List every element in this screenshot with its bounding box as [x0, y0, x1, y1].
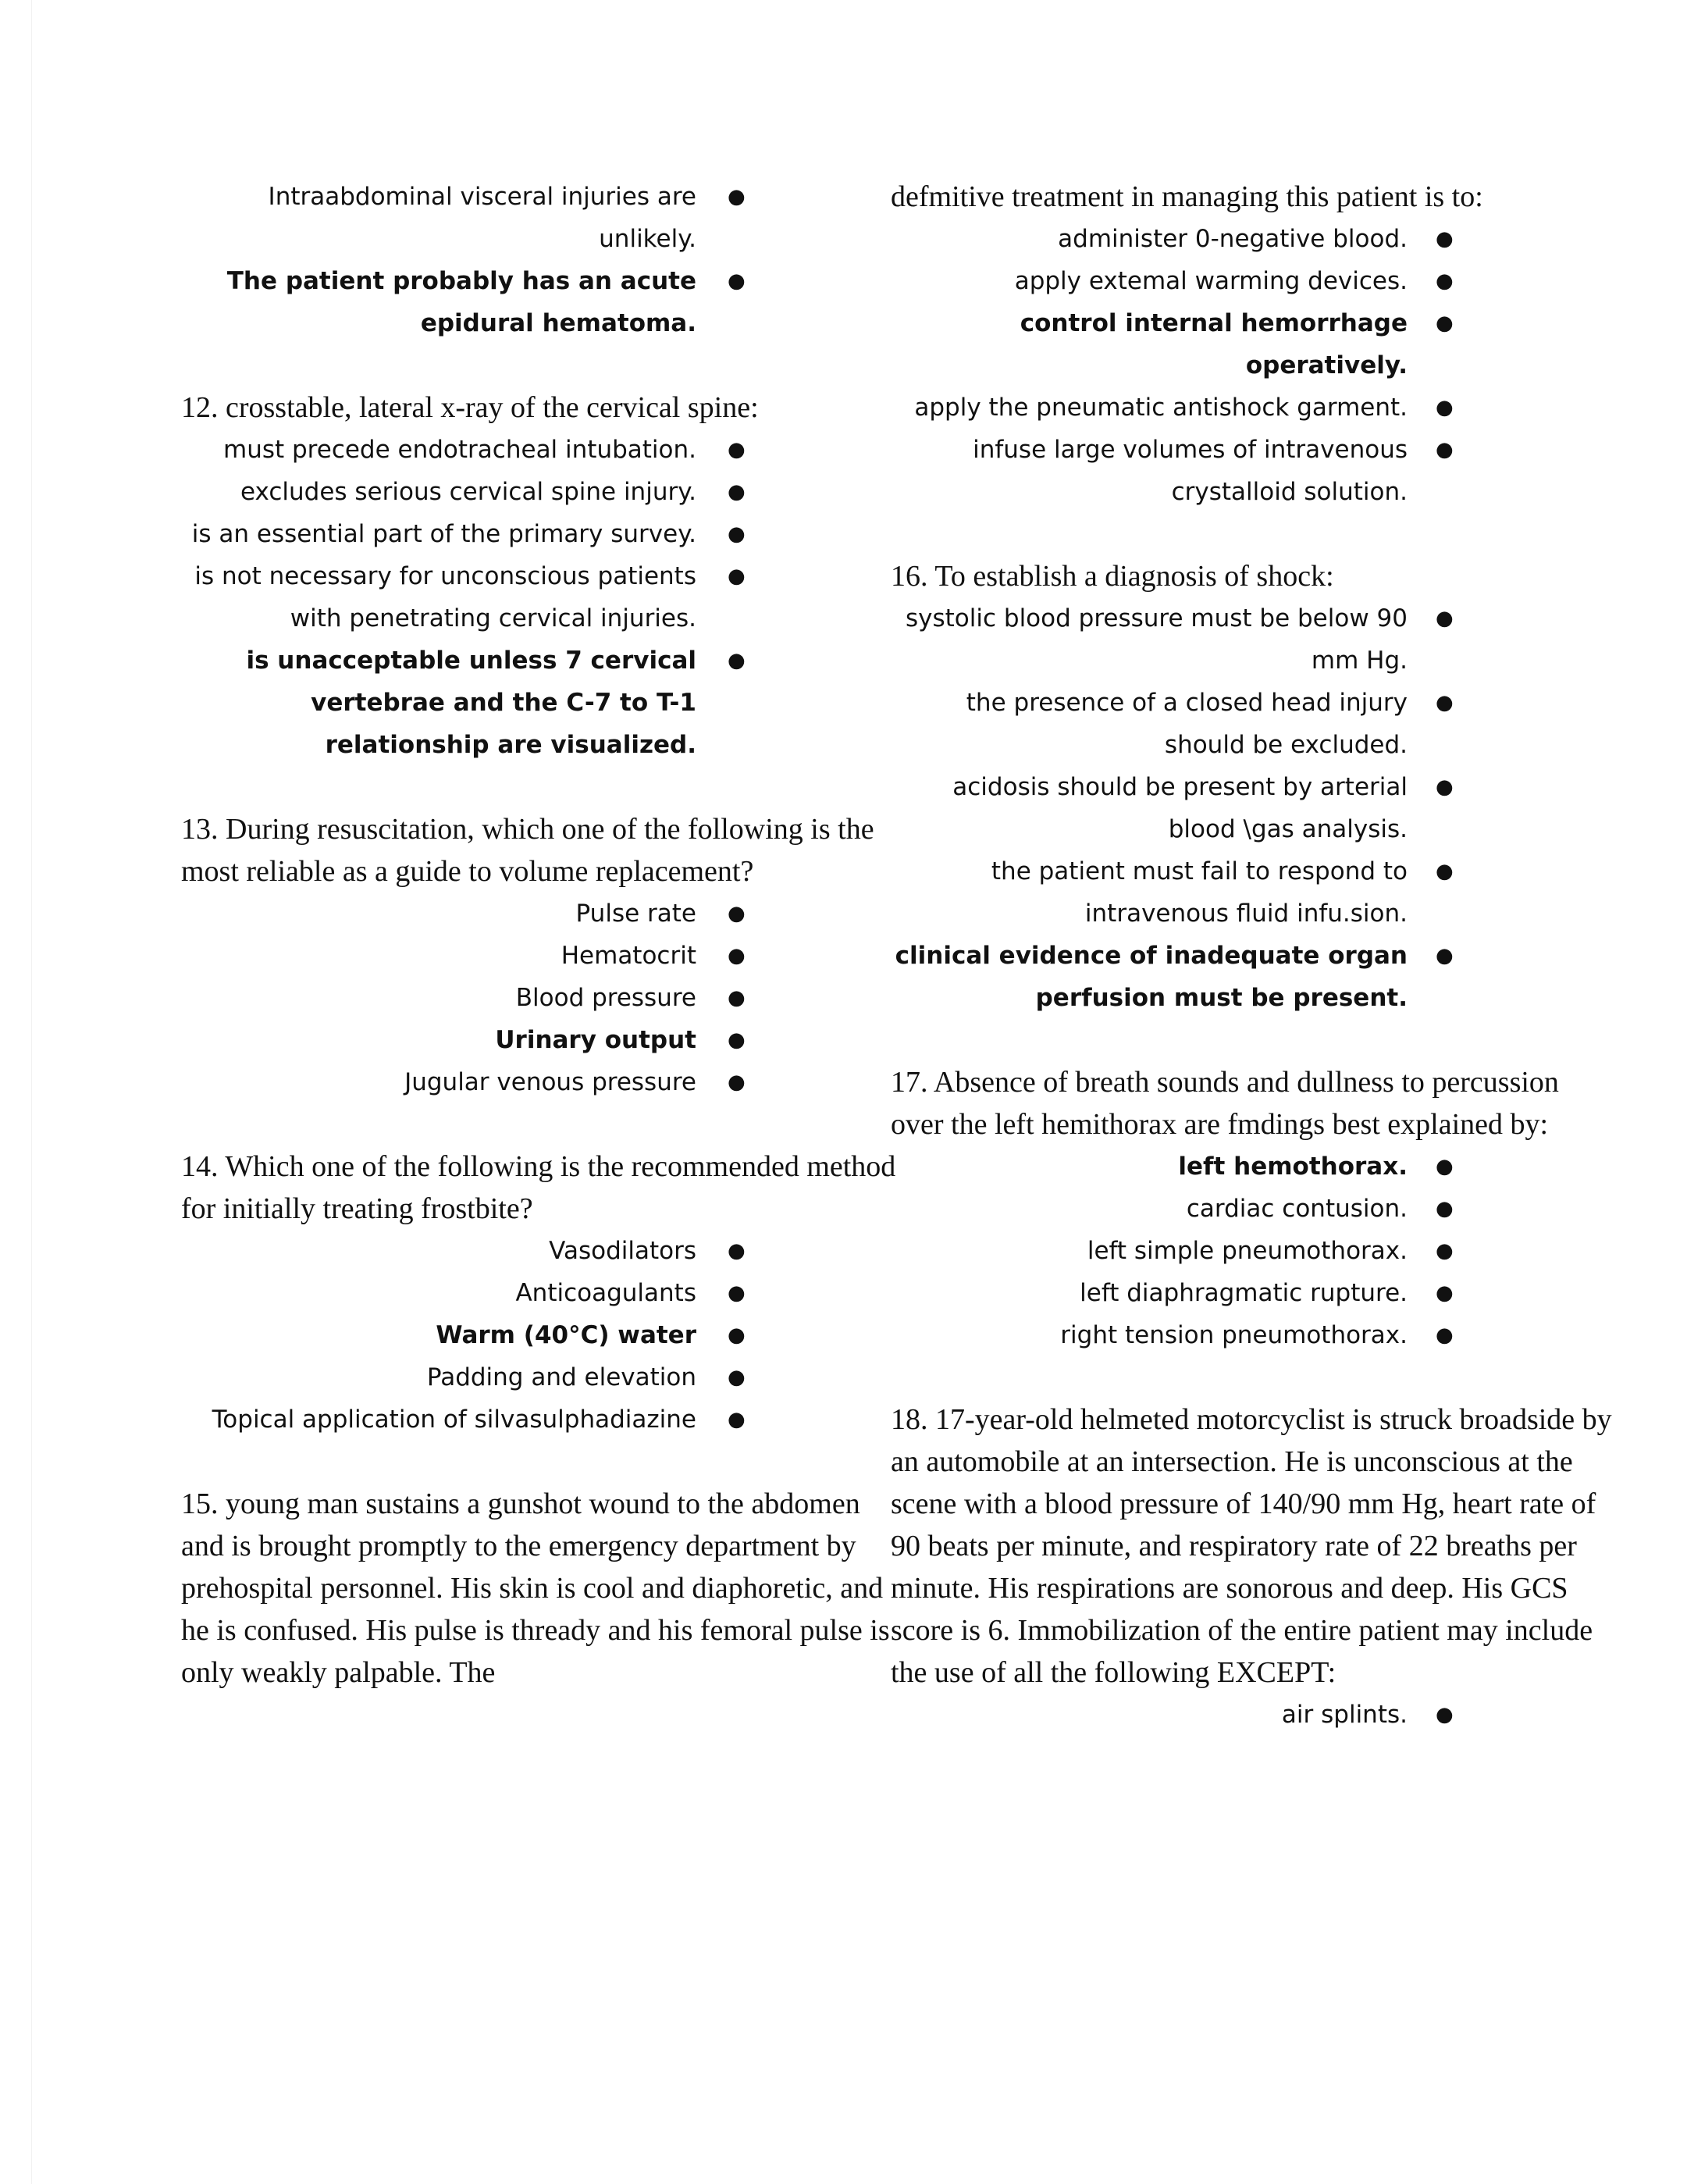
option-text: must precede endotracheal intubation. [223, 436, 696, 464]
option-text: Blood pressure [515, 984, 696, 1012]
option-text: Hematocrit [561, 942, 696, 970]
question-17-stem: 17. Absence of breath sounds and dullness to percussion over the left hemithorax are fmdings best explained by: [891, 1066, 1559, 1141]
bullet-icon: ● [1436, 691, 1454, 714]
option-text: administer 0-negative blood. [1058, 225, 1408, 253]
question-15-stem: 15. young man sustains a gunshot wound to the abdomen and is brought promptly to the emergency department by prehospital personnel. His skin is cool and diaphoretic, and he is confused. His pulse is thready and his femoral pulse is only weakly palpable. The [181, 1487, 890, 1689]
option-text: is unacceptable unless 7 cervical vertebrae and the C-7 to T-1 relationship are visualized. [246, 647, 696, 759]
option-text: right tension pneumothorax. [1060, 1321, 1408, 1349]
spacer [891, 513, 1617, 555]
option-item[interactable] [181, 1230, 746, 1272]
option-item[interactable] [181, 471, 746, 513]
bullet-icon: ● [728, 649, 746, 672]
option-item[interactable] [181, 513, 746, 555]
option-text: is not necessary for unconscious patients with penetrating cervical injuries. [194, 562, 696, 632]
bullet-icon: ● [728, 944, 746, 967]
right-column [891, 176, 1617, 1736]
spacer [891, 1356, 1617, 1398]
bullet-icon: ● [1436, 227, 1454, 251]
bullet-icon: ● [1436, 607, 1454, 630]
option-item-correct[interactable] [181, 1314, 746, 1356]
bullet-icon: ● [1436, 1197, 1454, 1220]
spacer [181, 1441, 907, 1483]
bullet-icon: ● [728, 522, 746, 546]
option-item[interactable] [891, 429, 1454, 513]
bullet-icon: ● [728, 1028, 746, 1052]
bullet-icon: ● [728, 1239, 746, 1263]
bullet-icon: ● [1436, 1281, 1454, 1305]
bullet-icon: ● [1436, 269, 1454, 293]
bullet-icon: ● [1436, 312, 1454, 335]
bullet-icon: ● [728, 1324, 746, 1347]
option-item[interactable] [181, 1398, 746, 1441]
option-item[interactable] [891, 1272, 1454, 1314]
q18-options [891, 1694, 1617, 1736]
option-item-correct[interactable] [891, 1145, 1454, 1188]
bullet-icon: ● [728, 269, 746, 293]
option-text: left diaphragmatic rupture. [1080, 1279, 1408, 1307]
option-text: systolic blood pressure must be below 90 mm Hg. [906, 604, 1408, 675]
bullet-icon: ● [1436, 944, 1454, 967]
option-item[interactable] [891, 597, 1454, 682]
option-item[interactable] [891, 682, 1454, 766]
option-text: excludes serious cervical spine injury. [240, 478, 696, 506]
option-item[interactable] [181, 977, 746, 1019]
option-item[interactable] [891, 260, 1454, 302]
bullet-icon: ● [1436, 396, 1454, 419]
q16-options [891, 597, 1617, 1019]
option-item[interactable] [891, 766, 1454, 850]
option-item[interactable] [181, 1272, 746, 1314]
spacer [181, 344, 907, 387]
bullet-icon: ● [728, 185, 746, 208]
option-item-correct[interactable] [181, 640, 746, 766]
option-text: Anticoagulants [515, 1279, 696, 1307]
option-text: Pulse rate [575, 900, 696, 928]
option-text: The patient probably has an acute epidural hematoma. [226, 267, 696, 337]
option-text: Vasodilators [549, 1237, 696, 1265]
option-text: Intraabdominal visceral injuries are unlikely. [268, 183, 696, 253]
option-item[interactable] [891, 850, 1454, 935]
bullet-icon: ● [728, 1366, 746, 1389]
option-item[interactable] [181, 935, 746, 977]
bullet-icon: ● [728, 1408, 746, 1431]
option-item[interactable] [891, 1230, 1454, 1272]
option-item[interactable] [181, 176, 746, 260]
option-text: Urinary output [495, 1026, 696, 1054]
page-edge-line [31, 0, 32, 2184]
bullet-icon: ● [1436, 1324, 1454, 1347]
bullet-icon: ● [1436, 1703, 1454, 1726]
option-item[interactable] [181, 892, 746, 935]
bullet-icon: ● [728, 480, 746, 504]
option-text: Padding and elevation [426, 1363, 696, 1391]
option-text: acidosis should be present by arterial blood \gas analysis. [952, 773, 1408, 843]
bullet-icon: ● [728, 1071, 746, 1094]
option-item-correct[interactable] [181, 1019, 746, 1061]
option-text: control internal hemorrhage operatively. [1020, 309, 1408, 379]
option-item[interactable] [181, 555, 746, 640]
option-text: Jugular venous pressure [404, 1068, 696, 1096]
bullet-icon: ● [728, 438, 746, 461]
bullet-icon: ● [1436, 775, 1454, 799]
q15-options [891, 218, 1617, 513]
option-text: Topical application of silvasulphadiazine [212, 1406, 696, 1434]
q14-options [181, 1230, 907, 1441]
bullet-icon: ● [1436, 1239, 1454, 1263]
bullet-icon: ● [728, 986, 746, 1010]
option-text: air splints. [1281, 1701, 1408, 1729]
option-item[interactable] [891, 218, 1454, 260]
bullet-icon: ● [1436, 438, 1454, 461]
option-item[interactable] [891, 1694, 1454, 1736]
option-text: apply the pneumatic antishock garment. [914, 394, 1408, 422]
spacer [181, 1103, 907, 1145]
option-item-correct[interactable] [181, 260, 746, 344]
q12-options [181, 429, 907, 766]
option-text: left simple pneumothorax. [1087, 1237, 1408, 1265]
question-18-stem: 18. 17-year-old helmeted motorcyclist is struck broadside by an automobile at an intersection. He is unconscious at the scene with a blood pressure of 140/90 mm Hg, heart rate of 90 beats per minute, and respiratory rate of 22 breaths per minute. His respirations are sonorous and deep. His GCS score is 6. Immobilization of the entire patient may include the use of all the following EXCEPT: [891, 1403, 1612, 1689]
option-item-correct[interactable] [891, 302, 1454, 387]
option-text: apply extemal warming devices. [1014, 267, 1408, 295]
option-text: is an essential part of the primary survey. [191, 520, 696, 548]
option-item[interactable] [891, 1314, 1454, 1356]
question-16-stem: 16. To establish a diagnosis of shock: [891, 560, 1334, 593]
q13-options [181, 892, 907, 1103]
option-text: the presence of a closed head injury should be excluded. [966, 689, 1408, 759]
option-text: the patient must fail to respond to intravenous fluid infu.sion. [991, 857, 1408, 928]
option-text: clinical evidence of inadequate organ perfusion must be present. [895, 942, 1408, 1012]
option-text: left hemothorax. [1178, 1153, 1408, 1181]
option-item[interactable] [891, 387, 1454, 429]
bullet-icon: ● [728, 1281, 746, 1305]
option-item[interactable] [181, 429, 746, 471]
bullet-icon: ● [728, 565, 746, 588]
q17-options [891, 1145, 1617, 1356]
option-item[interactable] [891, 1188, 1454, 1230]
spacer [891, 1019, 1617, 1061]
bullet-icon: ● [1436, 860, 1454, 883]
question-13-stem: 13. During resuscitation, which one of the following is the most reliable as a guide to volume replacement? [181, 813, 874, 888]
spacer [181, 766, 907, 808]
bullet-icon: ● [728, 902, 746, 925]
bullet-icon: ● [1436, 1155, 1454, 1178]
option-item-correct[interactable] [891, 935, 1454, 1019]
option-text: infuse large volumes of intravenous crystalloid solution. [973, 436, 1408, 506]
question-12-stem: 12. crosstable, lateral x-ray of the cervical spine: [181, 391, 759, 424]
option-item[interactable] [181, 1356, 746, 1398]
option-text: Warm (40°C) water [436, 1321, 696, 1349]
question-15-continued: defmitive treatment in managing this patient is to: [891, 180, 1483, 213]
question-14-stem: 14. Which one of the following is the recommended method for initially treating frostbite? [181, 1150, 896, 1225]
q11-options [181, 176, 907, 344]
option-item[interactable] [181, 1061, 746, 1103]
left-column [181, 176, 907, 1694]
option-text: cardiac contusion. [1186, 1195, 1408, 1223]
